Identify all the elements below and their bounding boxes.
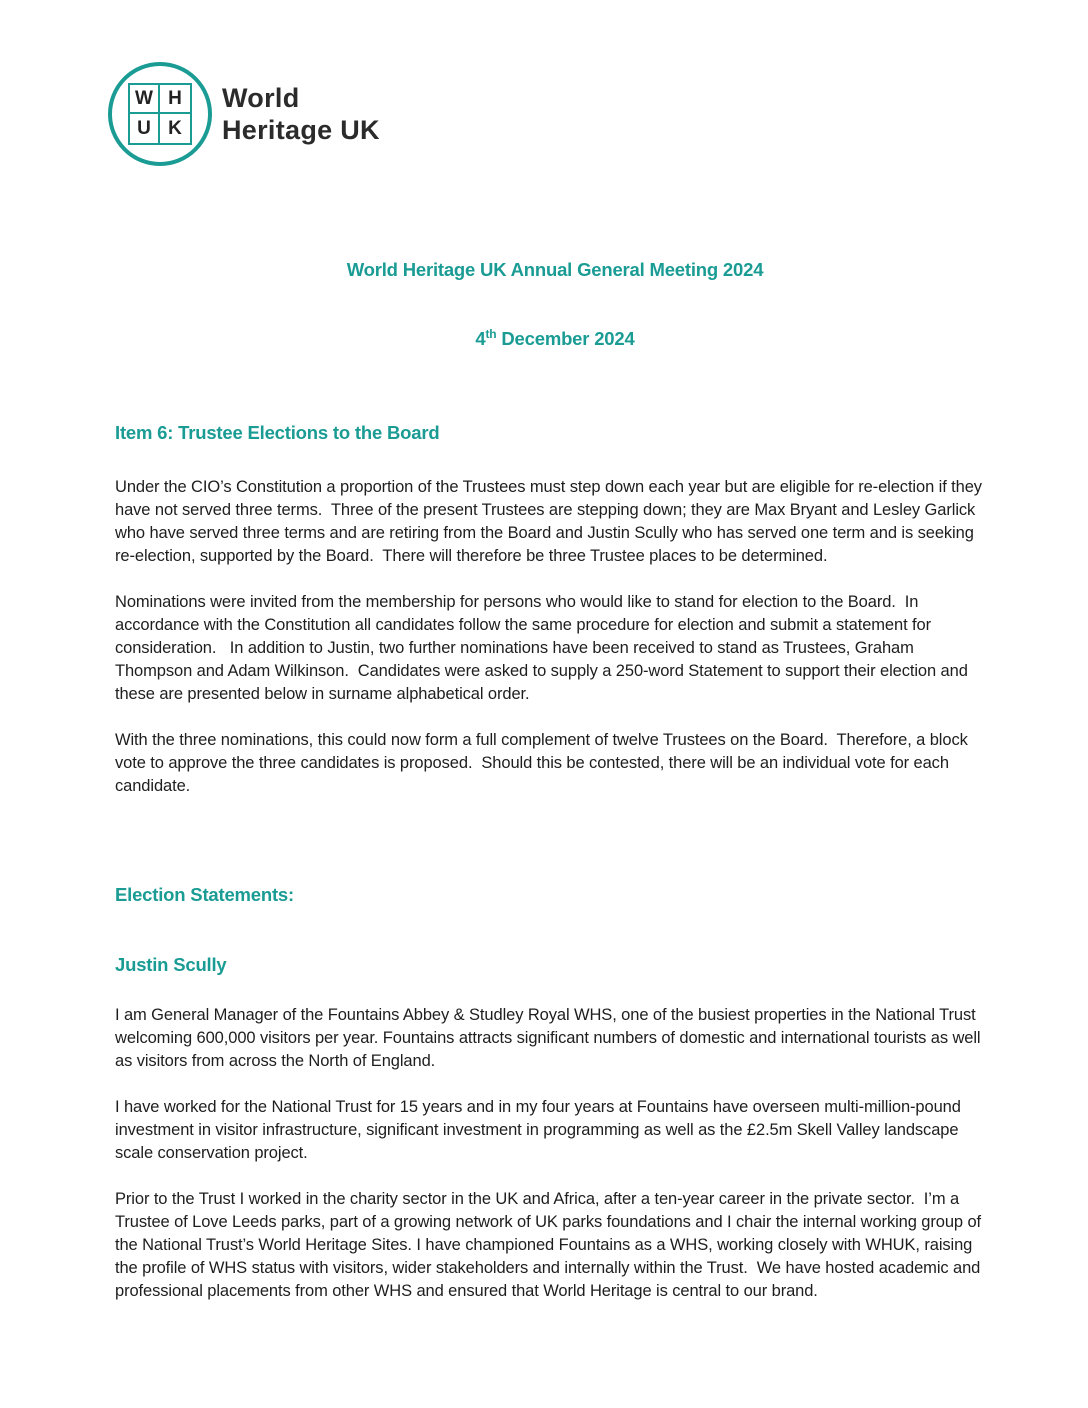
- logo-grid-letter-k: K: [160, 114, 192, 145]
- brand-name: [222, 82, 380, 147]
- whuk-logo-icon: [108, 62, 212, 166]
- title-line-2: [115, 327, 995, 350]
- logo-grid-letter-h: H: [160, 83, 192, 114]
- candidate-paragraph-1: I am General Manager of the Fountains Abbey & Studley Royal WHS, one of the busiest properties in the National Trust welcoming 600,000 visitors per year. Fountains attracts significant numbers of domestic and international tourists as well as visitors from across the North of England.: [115, 1006, 985, 1070]
- title-date-day: 4: [475, 328, 486, 349]
- logo-grid-letter-w: W: [128, 83, 160, 114]
- section-heading-election-statements: Election Statements:: [115, 884, 294, 905]
- candidate-name-heading: Justin Scully: [115, 954, 227, 975]
- section-heading-item6: Item 6: Trustee Elections to the Board: [115, 422, 440, 443]
- item6-paragraph-3: With the three nominations, this could now form a full complement of twelve Trustees on the Board. Therefore, a block vote to approve the three candidates is proposed. Should this be contested, there will be an individual vote for each candidate.: [115, 731, 973, 795]
- title-date-ordinal: th: [485, 326, 497, 341]
- logo-grid-letter-u: U: [128, 114, 160, 145]
- candidate-paragraph-3: Prior to the Trust I worked in the charity sector in the UK and Africa, after a ten-year career in the private sector. I’m a Trustee of Love Leeds parks, part of a growing network of UK parks foundations and I chair the internal working group of the National Trust’s World Heritage Sites. I have championed Fountains as a WHS, working closely with WHUK, raising the profile of WHS status with visitors, wider stakeholders and internally within the Trust. We have hosted academic and professional placements from other WHS and ensured that World Heritage is central to our brand.: [115, 1190, 986, 1300]
- brand-header: [108, 0, 995, 166]
- brand-name-line-2: Heritage UK: [222, 115, 380, 145]
- brand-name-line-1: World: [222, 82, 300, 113]
- document-title: [115, 212, 995, 396]
- candidate-paragraph-2: I have worked for the National Trust for 15 years and in my four years at Fountains have overseen multi-million-pound investment in visitor infrastructure, significant investment in programming as well as the £2.5m Skell Valley landscape scale conservation project.: [115, 1098, 966, 1162]
- title-line-1: World Heritage UK Annual General Meeting 2024: [346, 259, 764, 280]
- item6-paragraph-1: Under the CIO’s Constitution a proportion of the Trustees must step down each year but are eligible for re-election if they have not served three terms. Three of the present Trustees are stepping down; they are Max Bryant and Lesley Garlick who have served three terms and are retiring from the Board and Justin Scully who has served one term and is seeking re-election, supported by the Board. There will therefore be three Trustee places to be determined.: [115, 478, 987, 565]
- logo-letter-grid: [128, 83, 192, 145]
- item6-paragraph-2: Nominations were invited from the membership for persons who would like to stand for election to the Board. In accordance with the Constitution all candidates follow the same procedure for election and submit a statement for consideration. In addition to Justin, two further nominations have been received to stand as Trustees, Graham Thompson and Adam Wilkinson. Candidates were asked to supply a 250-word Statement to support their election and these are presented below in surname alphabetical order.: [115, 593, 973, 703]
- title-date-rest: December 2024: [496, 328, 635, 349]
